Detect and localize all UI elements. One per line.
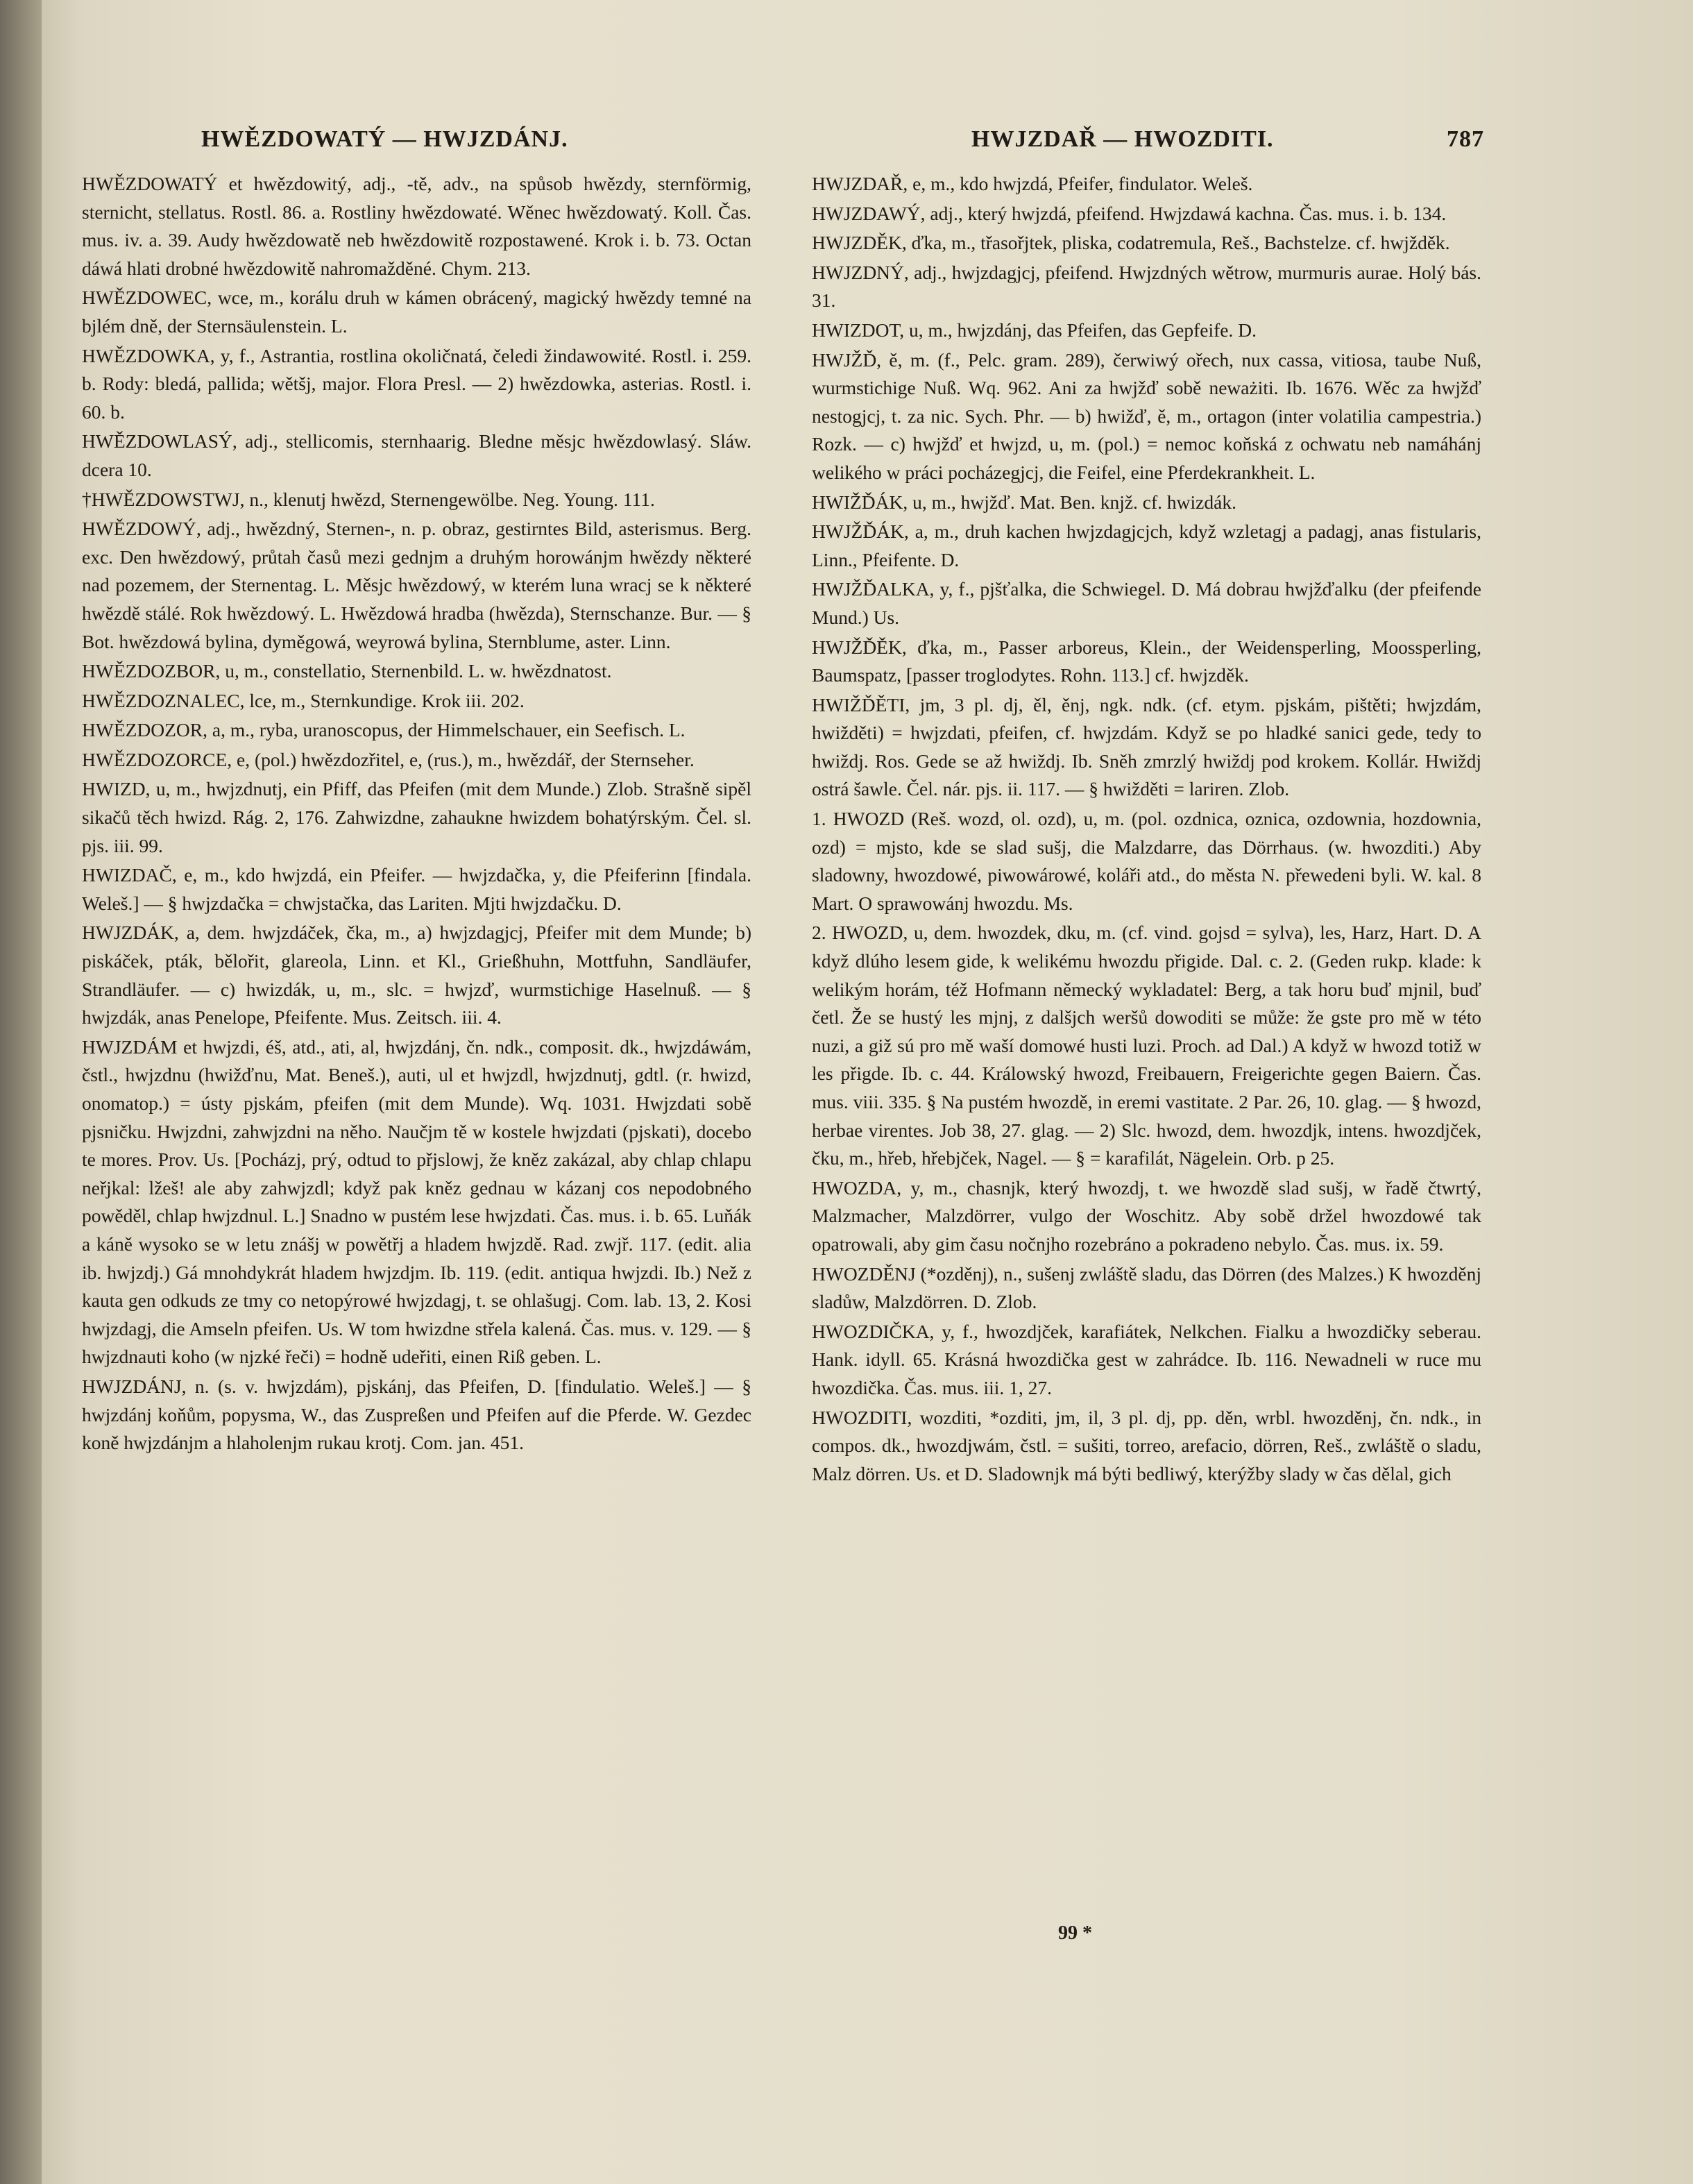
dictionary-entry: HWIZDAČ, e, m., kdo hwjzdá, ein Pfeifer. — hwjzdačka, y, die Pfeiferinn [findala. Weleš.] — § hwjzdačka = chwjstačka, das Lariten. Mjti hwjzdačku. D. [82, 864, 751, 914]
dictionary-entry: HWIZDOT, u, m., hwjzdánj, das Pfeifen, das Gepfeife. D. [812, 319, 1257, 341]
dictionary-entry: HWOZDĚNJ (*ozděnj), n., sušenj zwláště sladu, das Dörren (des Malzes.) K hwozděnj sladůw, Malzdörren. D. Zlob. [812, 1262, 1481, 1313]
running-head-left: HWĚZDOWATÝ — HWJZDÁNJ. [201, 126, 568, 152]
dictionary-entry: HWJZDÁM et hwjzdi, éš, atd., ati, al, hwjzdánj, čn. ndk., composit. dk., hwjzdáwám, čstl., hwjzdnu (hwižďnu, Mat. Beneš.), auti, ul et hwjzdl, hwjzdnutj, gdtl. (r. hwizd, onomatop.) = ústy pjskám, pfeifen (mit dem Munde). Wq. 1031. Hwjzdati sobě pjsničku. Hwjzdni, zahwjzdni na něho. Naučjm tě w kostele hwjzdati (pjskati), docebo te mores. Prov. Us. [Pocházj, prý, odtud to přjslowj, že kněz zakázal, aby chlap chlapu neřjkal: lžeš! ale aby zahwjzdl; když pak kněz gednau w kázanj cos nepodobného powěděl, chlap hwjzdnul. L.] Snadno w pustém lese hwjzdati. Čas. mus. i. b. 65. Luňák a káně wysoko se w letu znášj w powětřj a hladem hwjzdě. Rad. zwjř. 117. (edit. alia ib. hwjzdj.) Gá mnohdykrát hladem hwjzdjm. Ib. 119. (edit. antiqua hwjzdi. Ib.) Než z kauta gen odkuds ze tmy co netopýrowé hwjzdagj, t. se ohlašugj. Com. lab. 13, 2. Kosi hwjzdagj, die Amseln pfeifen. Us. W tom hwizdne střela kalená. Čas. mus. v. 129. — § hwjzdnauti koho (w njzké řeči) = hodně udeřiti, einen Riß geben. L. [82, 1035, 751, 1368]
dictionary-entry: HWJZDÁNJ, n. (s. v. hwjzdám), pjskánj, das Pfeifen, D. [findulatio. Weleš.] — § hwjzdánj koňům, popysma, W., das Zuspreßen und Pfeifen auf die Pferde. W. Gezdec koně hwjzdánjm a hlaholenjm rukau krotj. Com. jan. 451. [82, 1375, 751, 1454]
running-head-right: HWJZDAŘ — HWOZDITI. [971, 126, 1274, 152]
dictionary-entry: HWJZDAWÝ, adj., který hwjzdá, pfeifend. Hwjzdawá kachna. Čas. mus. i. b. 134. [812, 202, 1447, 224]
dictionary-entry: HWJZDĚK, ďka, m., třasořjtek, pliska, codatremula, Reš., Bachstelze. cf. hwjžděk. [812, 232, 1450, 254]
dictionary-entry: HWĚZDOZBOR, u, m., constellatio, Sternenbild. L. w. hwězdnatost. [82, 660, 612, 682]
dictionary-entry: HWĚZDOZORCE, e, (pol.) hwězdozřitel, e, (rus.), m., hwězdář, der Sternseher. [82, 748, 695, 770]
signature-mark: 99 * [1058, 1922, 1092, 1944]
dictionary-entry: 1. HWOZD (Reš. wozd, ol. ozd), u, m. (pol. ozdnica, oznica, ozdownia, hozdownia, ozd) = mjsto, kde se slad sušj, die Malzdarre, das Dörrhaus. (w. hwozditi.) Aby sladowny, hwozdowé, piwowárowé, koláři atd., do města N. přewedeni byli. W. kal. 8 Mart. O sprawowánj hwozdu. Ms. [812, 808, 1481, 914]
dictionary-entry: HWJZDNÝ, adj., hwjzdagjcj, pfeifend. Hwjzdných wětrow, murmuris aurae. Holý bás. 31. [812, 261, 1481, 312]
dictionary-entry: 2. HWOZD, u, dem. hwozdek, dku, m. (cf. vind. gojsd = sylva), les, Harz, Hart. D. A když dlúho lesem gide, k welikému hwozdu přigide. Dal. c. 2. (Geden rukp. klade: k welikým horám, též Hofmann německý wykladatel: Berg, a tak horu buď mjnil, buď četl. Že se hustý les mjnj, z dalšjch weršů dowoditi se může: že gste pro mě w této nuzi, a giž sú pro mě waší domowé husti luzi. Proch. ad Dal.) A když w hwozd totiž w les přigde. Ib. c. 44. Králowský hwozd, Freibauern, Freigerichte gegen Baiern. Čas. mus. viii. 335. § Na pustém hwozdě, in eremi vastitate. 2 Par. 26, 10. glag. — § hwozd, herbae virentes. Job 38, 27. glag. — 2) Slc. hwozd, dem. hwozdjk, intens. hwozdjček, čku, m., hřeb, hřebjček, Nagel. — § = karafilát, Nägelein. Orb. p 25. [812, 922, 1481, 1169]
dictionary-entry: HWĚZDOZNALEC, lce, m., Sternkundige. Krok iii. 202. [82, 689, 525, 711]
dictionary-entry: HWJZDAŘ, e, m., kdo hwjzdá, Pfeifer, findulator. Weleš. [812, 173, 1253, 194]
book-binding-edge [0, 0, 42, 2184]
dictionary-entry: HWOZDA, y, m., chasnjk, který hwozdj, t. we hwozdě slad sušj, w řadě čtwrtý, Malzmacher, Malzdörrer, vulgo der Woschitz. Aby sobě držel hwozdowé tak opatrowali, aby gim času nočnjho rozebráno a pokradeno nebylo. Čas. mus. ix. 59. [812, 1176, 1481, 1255]
page-number: 787 [1447, 126, 1484, 152]
dictionary-entry: HWĚZDOWEC, wce, m., korálu druh w kámen obrácený, magický hwězdy temné na bjlém dně, der Sternsäulenstein. L. [82, 287, 751, 337]
dictionary-entry: HWIZD, u, m., hwjzdnutj, ein Pfiff, das Pfeifen (mit dem Munde.) Zlob. Strašně sipěl sikačů těch hwizd. Rág. 2, 176. Zahwizdne, zahaukne hwizdem bohatýrským. Čel. sl. pjs. iii. 99. [82, 778, 751, 856]
dictionary-entry: HWJŽĎĚK, ďka, m., Passer arboreus, Klein., der Weidensperling, Moossperling, Baumspatz, [passer troglodytes. Rohn. 113.] cf. hwjzděk. [812, 636, 1481, 686]
dictionary-entry: HWĚZDOZOR, a, m., ryba, uranoscopus, der Himmelschauer, ein Seefisch. L. [82, 719, 686, 741]
dictionary-entry: HWIŽĎĚTI, jm, 3 pl. dj, ěl, ěnj, ngk. ndk. (cf. etym. pjskám, pištěti; hwjzdám, hwižděti) = hwjzdati, pfeifen, cf. hwjzdám. Když se po hladké sanici gede, tedy to hwiždj. Ros. Gede se až hwiždj. Ib. Sněh zmrzlý hwiždj pod krokem. Kollár. Hwiždj ostrá šawle. Čel. nár. pjs. ii. 117. — § hwižděti = lariren. Zlob. [812, 693, 1481, 800]
dictionary-entry: HWOZDITI, wozditi, *ozditi, jm, il, 3 pl. dj, pp. děn, wrbl. hwozděnj, čn. ndk., in compos. dk., hwozdjwám, čstl. = sušiti, torreo, arefacio, dörren, Reš., zwláště o sladu, Malz dörren. Us. et D. Sladownjk má býti bedliwý, kterýžby slady w čas dělal, gich [812, 1406, 1481, 1484]
dictionary-entry: HWĚZDOWLASÝ, adj., stellicomis, sternhaarig. Bledne měsjc hwězdowlasý. Sláw. dcera 10. [82, 430, 751, 480]
dictionary-entry: †HWĚZDOWSTWJ, n., klenutj hwězd, Sternengewölbe. Neg. Young. 111. [82, 488, 655, 510]
dictionary-entry: HWJZDÁK, a, dem. hwjzdáček, čka, m., a) hwjzdagjcj, Pfeifer mit dem Munde; b) piskáček, pták, bělořit, glareola, Linn. et Kl., Grießhuhn, Mottfuhn, Sandläufer, Strandläufer. — c) hwizdák, u, m., slc. = hwjzď, wurmstichige Haselnuß. — § hwjzdák, anas Penelope, Pfeifente. Mus. Zeitsch. iii. 4. [82, 922, 751, 1028]
dictionary-entry: HWJŽĎÁK, a, m., druh kachen hwjzdagjcjch, když wzletagj a padagj, anas fistularis, Linn., Pfeifente. D. [812, 520, 1481, 570]
dictionary-entry: HWĚZDOWÝ, adj., hwězdný, Sternen-, n. p. obraz, gestirntes Bild, asterismus. Berg. exc. Den hwězdowý, průtah časů mezi gednjm a druhým horowánjm hwězdy některé nad pozemem, der Sternentag. L. Měsjc hwězdowý, w kterém luna wracj se k některé hwězdě stálé. Rok hwězdowý. L. Hwězdowá hradba (hwězda), Sternschanze. Bur. — § Bot. hwězdowá bylina, dyměgowá, weyrowá bylina, Sternblume, aster. Linn. [82, 518, 751, 652]
dictionary-entry: HWJŽĎ, ě, m. (f., Pelc. gram. 289), čerwiwý ořech, nux cassa, vitiosa, taube Nuß, wurmstichige Nuß. Wq. 962. Ani za hwjžď sobě neważiti. Ib. 1676. Wěc za hwjžď nestogjcj, t. za nic. Sych. Phr. — b) hwižď, ě, m., ortagon (inter volatilia campestria.) Rozk. — c) hwjžď et hwjzd, u, m. (pol.) = nemoc koňská z ochwatu neb namáhánj welikého w práci pocházegjcj, die Feifel, eine Pferdekrankheit. L. [812, 348, 1481, 483]
left-column [82, 170, 751, 1459]
dictionary-entry: HWĚZDOWKA, y, f., Astrantia, rostlina okoličnatá, čeledi žindawowité. Rostl. i. 259. b. Rody: bledá, pallida; wětšj, major. Flora Presl. — 2) hwězdowka, asterias. Rostl. i. 60. b. [82, 344, 751, 423]
dictionary-entry: HWĚZDOWATÝ et hwězdowitý, adj., -tě, adv., na spůsob hwězdy, sternförmig, sternicht, stellatus. Rostl. 86. a. Rostliny hwězdowaté. Wěnec hwězdowatý. Koll. Čas. mus. iv. a. 39. Audy hwězdowatě neb hwězdowitě rozpostawené. Krok i. b. 73. Octan dáwá hlati drobné hwězdowitě nahromažděné. Chym. 213. [82, 173, 751, 279]
dictionary-entry: HWIŽĎÁK, u, m., hwjžď. Mat. Ben. knjž. cf. hwizdák. [812, 491, 1236, 513]
right-column [812, 170, 1481, 1489]
dictionary-entry: HWOZDIČKA, y, f., hwozdjček, karafiátek, Nelkchen. Fialku a hwozdičky seberau. Hank. idyll. 65. Krásná hwozdička gest w zahrádce. Ib. 116. Newadneli w ruce mu hwozdička. Čas. mus. iii. 1, 27. [812, 1320, 1481, 1398]
dictionary-entry: HWJŽĎALKA, y, f., pjšťalka, die Schwiegel. D. Má dobrau hwjžďalku (der pfeifende Mund.) Us. [812, 578, 1481, 628]
